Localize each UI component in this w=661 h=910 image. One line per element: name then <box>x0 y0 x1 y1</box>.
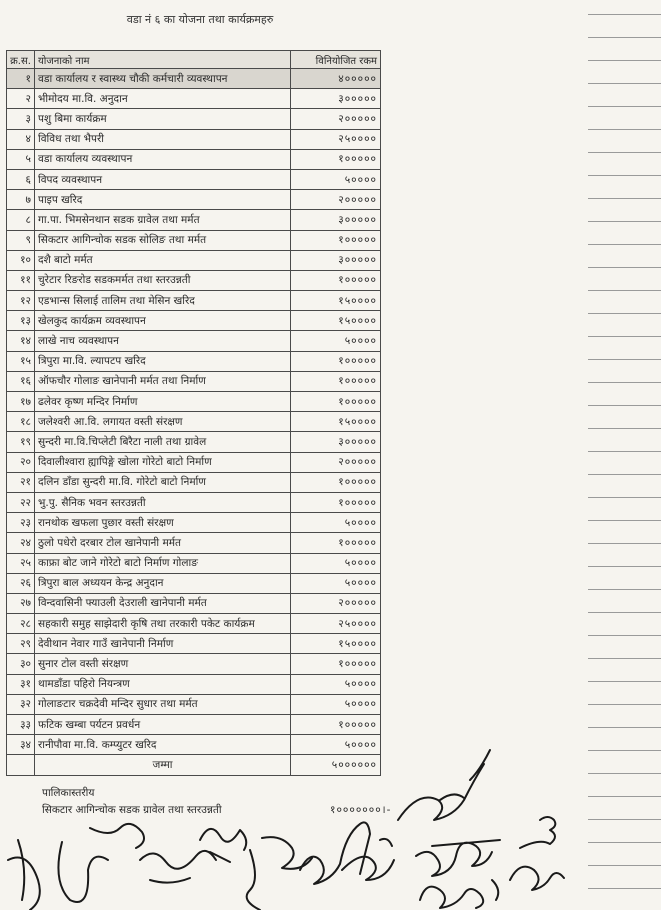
row-amount: १००००० <box>291 654 381 674</box>
row-sn: २१ <box>7 472 35 492</box>
row-amount: २००००० <box>291 109 381 129</box>
row-sn: २५ <box>7 553 35 573</box>
row-amount: १५०००० <box>291 311 381 331</box>
row-sn: १५ <box>7 351 35 371</box>
row-sn: ४ <box>7 129 35 149</box>
total-label: जम्मा <box>35 755 291 775</box>
row-amount: ५०००० <box>291 674 381 694</box>
row-name: लाखे नाच व्यवस्थापन <box>35 331 291 351</box>
row-sn: २९ <box>7 634 35 654</box>
row-name: गोलाङटार चक्रदेवी मन्दिर सुधार तथा मर्मत <box>35 694 291 714</box>
row-name: त्रिपुरा मा.वि. ल्यापटप खरिद <box>35 351 291 371</box>
row-sn: ६ <box>7 169 35 189</box>
row-sn: ५ <box>7 149 35 169</box>
signature-10 <box>420 880 498 908</box>
row-amount: ३००००० <box>291 250 381 270</box>
row-amount: ४००००० <box>291 69 381 89</box>
row-amount: १००००० <box>291 351 381 371</box>
row-sn: १२ <box>7 291 35 311</box>
signature-12 <box>510 867 564 890</box>
row-name: वडा कार्यालय र स्वास्थ्य चौकी कर्मचारी व्यवस्थापन <box>35 69 291 89</box>
row-name: एडभान्स सिलाई तालिम तथा मेसिन खरिद <box>35 291 291 311</box>
row-amount: ५०००० <box>291 573 381 593</box>
row-sn: २८ <box>7 614 35 634</box>
row-sn: ७ <box>7 190 35 210</box>
row-sn: ३३ <box>7 715 35 735</box>
row-amount: १००००० <box>291 149 381 169</box>
municipal-amount: १०००००००।- <box>330 804 392 816</box>
header-sn: क्र.स. <box>7 51 35 69</box>
row-amount: १००००० <box>291 371 381 391</box>
signature-3 <box>140 851 216 883</box>
row-amount: ५०००० <box>291 553 381 573</box>
signature-11 <box>520 817 555 848</box>
row-amount: १००००० <box>291 472 381 492</box>
row-amount: ५०००० <box>291 694 381 714</box>
row-amount: २५०००० <box>291 614 381 634</box>
row-name: ढलेवर कृष्ण मन्दिर निर्माण <box>35 392 291 412</box>
row-sn: १८ <box>7 412 35 432</box>
row-name: सुनार टोल वस्ती संरक्षण <box>35 654 291 674</box>
row-name: विन्दवासिनी फ्याउली देउराली खानेपानी मर्मत <box>35 593 291 613</box>
row-amount: २००००० <box>291 452 381 472</box>
row-amount: १५०००० <box>291 291 381 311</box>
row-sn: २ <box>7 89 35 109</box>
row-amount: १००००० <box>291 533 381 553</box>
row-amount: ३००००० <box>291 89 381 109</box>
row-amount: ५०००० <box>291 169 381 189</box>
row-sn: २७ <box>7 593 35 613</box>
row-sn: ९ <box>7 230 35 250</box>
row-sn: ३० <box>7 654 35 674</box>
row-name: भीमोदय मा.वि. अनुदान <box>35 89 291 109</box>
row-sn: १० <box>7 250 35 270</box>
row-name: फटिक खम्बा पर्यटन प्रवर्धन <box>35 715 291 735</box>
row-name: ठुलो पधेरो दरबार टोल खानेपानी मर्मत <box>35 533 291 553</box>
header-amount: विनियोजित रकम <box>291 51 381 69</box>
row-sn: १६ <box>7 371 35 391</box>
row-sn: १ <box>7 69 35 89</box>
row-sn: २६ <box>7 573 35 593</box>
row-sn: १९ <box>7 432 35 452</box>
row-sn: ३१ <box>7 674 35 694</box>
row-name: दशै बाटो मर्मत <box>35 250 291 270</box>
row-name: पशु बिमा कार्यक्रम <box>35 109 291 129</box>
row-sn: ३२ <box>7 694 35 714</box>
row-amount: ५०००० <box>291 513 381 533</box>
row-name: विपद व्यवस्थापन <box>35 169 291 189</box>
row-sn: ३ <box>7 109 35 129</box>
row-name: रानथोक खफला पुछार वस्ती संरक्षण <box>35 513 291 533</box>
row-name: रानीपौवा मा.वि. कम्प्युटर खरिद <box>35 735 291 755</box>
municipal-item: सिकटार आगिन्चोक सडक ग्रावेल तथा स्तरउन्नती <box>42 804 222 816</box>
row-name: दलिन डाँडा सुन्दरी मा.वि. गोरेटो बाटो निर्माण <box>35 472 291 492</box>
row-name: त्रिपुरा बाल अध्ययन केन्द्र अनुदान <box>35 573 291 593</box>
row-name: सहकारी समुह साझेदारी कृषि तथा तरकारी पकेट कार्यक्रम <box>35 614 291 634</box>
row-sn: २४ <box>7 533 35 553</box>
row-sn: २२ <box>7 492 35 512</box>
row-name: काफ्रा बोट जाने गोरेटो बाटो निर्माण गोलाङ <box>35 553 291 573</box>
row-amount: ५०००० <box>291 331 381 351</box>
row-name: गा.पा. भिमसेनथान सडक ग्रावेल तथा मर्मत <box>35 210 291 230</box>
row-amount: ३००००० <box>291 432 381 452</box>
row-name: चुरेटार रिङरोड सडकमर्मत तथा स्तरउन्नती <box>35 270 291 290</box>
row-amount: ५०००० <box>291 735 381 755</box>
row-amount: १५०००० <box>291 634 381 654</box>
signature-5 <box>247 837 312 910</box>
row-name: पाइप खरिद <box>35 190 291 210</box>
row-amount: ३००००० <box>291 210 381 230</box>
total-amount: ५०००००० <box>291 755 381 775</box>
signature-9 <box>416 840 500 876</box>
signature-6 <box>300 822 370 884</box>
row-sn: १४ <box>7 331 35 351</box>
signature-8 <box>398 750 490 820</box>
row-amount: १००००० <box>291 492 381 512</box>
row-name: ऑफचौर गोलाङ खानेपानी मर्मत तथा निर्माण <box>35 371 291 391</box>
row-sn: १३ <box>7 311 35 331</box>
signature-2 <box>58 824 144 902</box>
row-name: दिवालीश्वारा ह्यापिङ्गे खोला गोरेटो बाटो निर्माण <box>35 452 291 472</box>
row-name: थामडाँडा पहिरो नियन्त्रण <box>35 674 291 694</box>
row-name: सिकटार आगिन्चोक सडक सोलिङ तथा मर्मत <box>35 230 291 250</box>
municipal-heading: पालिकास्तरीय <box>42 787 95 799</box>
row-amount: १५०००० <box>291 412 381 432</box>
row-amount: १००००० <box>291 392 381 412</box>
row-amount: १००००० <box>291 715 381 735</box>
row-name: वडा कार्यालय व्यवस्थापन <box>35 149 291 169</box>
row-name: देवीथान नेवार गाउँ खानेपानी निर्माण <box>35 634 291 654</box>
row-sn: ८ <box>7 210 35 230</box>
row-sn: ३४ <box>7 735 35 755</box>
signature-4 <box>200 829 246 862</box>
row-amount: २५०००० <box>291 129 381 149</box>
row-name: भु.पु. सैनिक भवन स्तरउन्नती <box>35 492 291 512</box>
row-name: सुन्दरी मा.वि.चिप्लेटी बिरैटा नाली तथा ग्रावेल <box>35 432 291 452</box>
row-sn: १७ <box>7 392 35 412</box>
row-name: विविध तथा भैपरी <box>35 129 291 149</box>
signature-1 <box>8 840 40 910</box>
row-name: खेलकुद कार्यक्रम व्यवस्थापन <box>35 311 291 331</box>
row-amount: २००००० <box>291 190 381 210</box>
header-name: योजनाको नाम <box>35 51 291 69</box>
row-amount: २००००० <box>291 593 381 613</box>
row-amount: १००००० <box>291 230 381 250</box>
row-sn: २३ <box>7 513 35 533</box>
row-name: जलेश्वरी आ.वि. लगायत वस्ती संरक्षण <box>35 412 291 432</box>
row-sn: ११ <box>7 270 35 290</box>
row-sn: २० <box>7 452 35 472</box>
page-title: वडा नं ६ का योजना तथा कार्यक्रमहरु <box>126 13 274 26</box>
row-amount: १००००० <box>291 270 381 290</box>
